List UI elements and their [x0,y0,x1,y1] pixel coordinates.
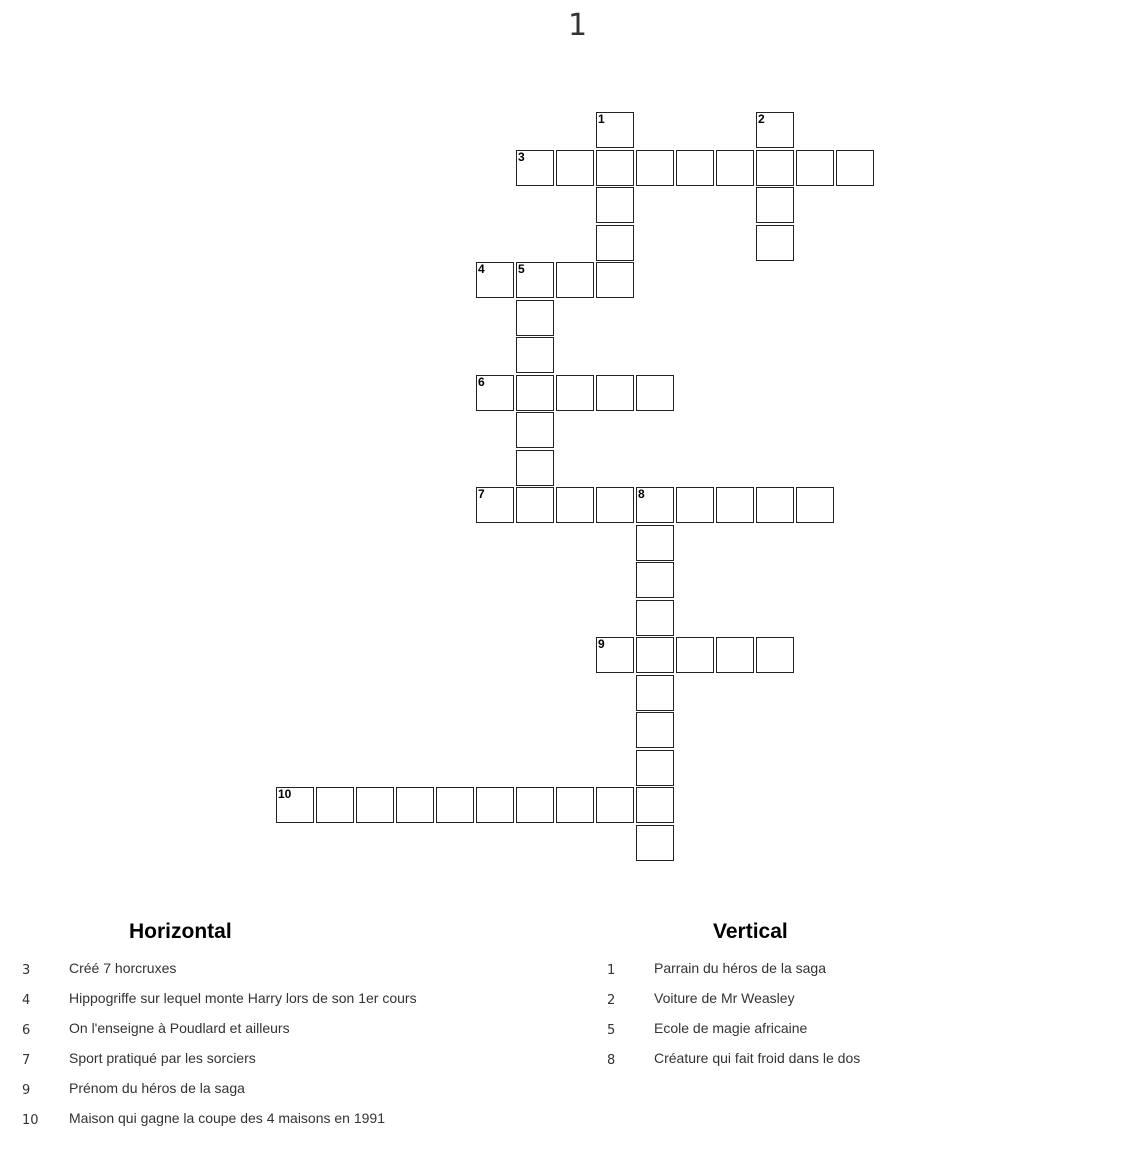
cell-number: 1 [598,112,605,126]
clue-text: Parrain du héros de la saga [654,960,826,976]
grid-cell[interactable] [756,637,794,673]
clue-text: Hippogriffe sur lequel monte Harry lors de son 1er cours [69,990,417,1006]
grid-cell[interactable] [556,262,594,298]
grid-cell[interactable] [676,637,714,673]
cell-number: 7 [478,487,485,501]
clue-item [22,1018,542,1048]
grid-cell[interactable] [516,487,554,523]
grid-cell[interactable] [556,787,594,823]
grid-cell[interactable] [756,112,794,148]
grid-cell[interactable] [796,487,834,523]
grid-cell[interactable] [476,262,514,298]
cell-number: 9 [598,637,605,651]
grid-cell[interactable] [756,225,794,261]
clue-text: Voiture de Mr Weasley [654,990,795,1006]
grid-cell[interactable] [476,787,514,823]
grid-cell[interactable] [636,675,674,711]
grid-cell[interactable] [836,150,874,186]
grid-cell[interactable] [556,375,594,411]
grid-cell[interactable] [596,375,634,411]
grid-cell[interactable] [636,750,674,786]
horizontal-heading: Horizontal [129,920,232,943]
grid-cell[interactable] [756,487,794,523]
grid-cell[interactable] [636,825,674,861]
grid-cell[interactable] [436,787,474,823]
clue-number: 5 [607,1023,616,1038]
grid-cell[interactable] [636,562,674,598]
grid-cell[interactable] [756,187,794,223]
clue-number: 2 [607,993,616,1008]
grid-cell[interactable] [636,712,674,748]
horizontal-clue-list [22,958,542,1138]
clue-number: 4 [22,993,31,1008]
clue-item [22,1108,542,1138]
grid-cell[interactable] [556,150,594,186]
clue-number: 8 [607,1053,616,1068]
grid-cell[interactable] [596,150,634,186]
grid-cell[interactable] [516,337,554,373]
clue-item [607,1018,1107,1048]
grid-cell[interactable] [596,187,634,223]
clue-text: Créé 7 horcruxes [69,960,177,976]
cell-number: 3 [518,150,525,164]
clue-text: On l'enseigne à Poudlard et ailleurs [69,1020,290,1036]
grid-cell[interactable] [596,262,634,298]
grid-cell[interactable] [596,112,634,148]
clue-item [22,1048,542,1078]
page-title: 1 [567,8,588,43]
clue-number: 3 [22,963,31,978]
grid-cell[interactable] [556,487,594,523]
grid-cell[interactable] [636,150,674,186]
grid-cell[interactable] [796,150,834,186]
grid-cell[interactable] [756,150,794,186]
clue-item [607,1048,1107,1078]
clue-text: Ecole de magie africaine [654,1020,808,1036]
grid-cell[interactable] [276,787,314,823]
clue-number: 1 [607,963,616,978]
grid-cell[interactable] [516,300,554,336]
cell-number: 6 [478,375,485,389]
grid-cell[interactable] [476,487,514,523]
cell-number: 2 [758,112,765,126]
grid-cell[interactable] [676,487,714,523]
grid-cell[interactable] [596,787,634,823]
grid-cell[interactable] [516,262,554,298]
grid-cell[interactable] [316,787,354,823]
clue-number: 9 [22,1083,31,1098]
clue-item [607,988,1107,1018]
clue-text: Maison qui gagne la coupe des 4 maisons en 1991 [69,1110,385,1126]
grid-cell[interactable] [636,600,674,636]
grid-cell[interactable] [516,787,554,823]
clue-number: 7 [22,1053,31,1068]
grid-cell[interactable] [596,487,634,523]
clue-item [22,958,542,988]
clue-text: Créature qui fait froid dans le dos [654,1050,861,1066]
cell-number: 5 [518,262,525,276]
grid-cell[interactable] [636,787,674,823]
grid-cell[interactable] [476,375,514,411]
grid-cell[interactable] [516,150,554,186]
cell-number: 10 [278,787,292,801]
grid-cell[interactable] [636,525,674,561]
grid-cell[interactable] [596,637,634,673]
grid-cell[interactable] [516,450,554,486]
grid-cell[interactable] [636,375,674,411]
grid-cell[interactable] [596,225,634,261]
grid-cell[interactable] [516,412,554,448]
clue-item [607,958,1107,988]
grid-cell[interactable] [396,787,434,823]
clue-text: Sport pratiqué par les sorciers [69,1050,256,1066]
grid-cell[interactable] [636,487,674,523]
cell-number: 4 [478,262,485,276]
grid-cell[interactable] [356,787,394,823]
grid-cell[interactable] [636,637,674,673]
grid-cell[interactable] [676,150,714,186]
clue-item [22,988,542,1018]
vertical-heading: Vertical [713,920,788,943]
clue-number: 10 [22,1113,39,1128]
clue-item [22,1078,542,1108]
grid-cell[interactable] [516,375,554,411]
clue-number: 6 [22,1023,31,1038]
grid-cell[interactable] [716,637,754,673]
grid-cell[interactable] [716,487,754,523]
clue-text: Prénom du héros de la saga [69,1080,245,1096]
cell-number: 8 [638,487,645,501]
grid-cell[interactable] [716,150,754,186]
vertical-clue-list [607,958,1107,1078]
